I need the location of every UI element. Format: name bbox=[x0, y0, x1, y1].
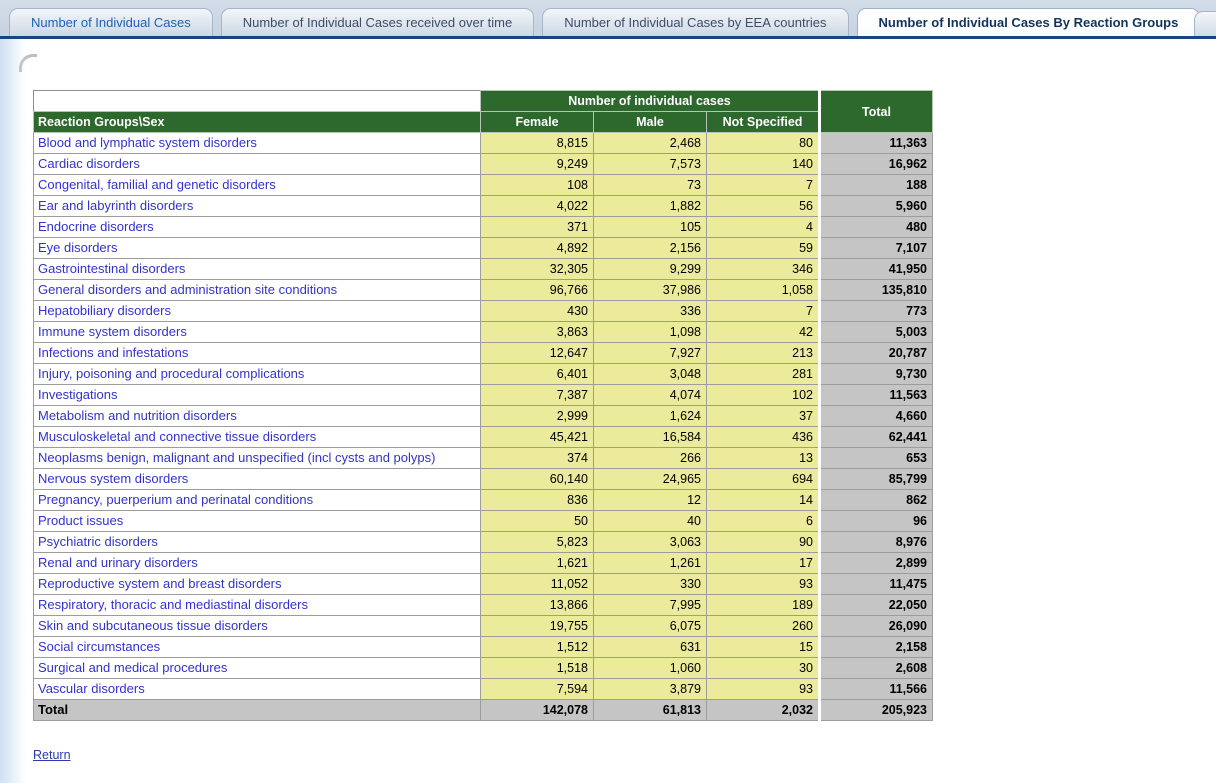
male-count: 330 bbox=[594, 574, 707, 595]
table-header bbox=[34, 91, 933, 133]
not-specified-count: 90 bbox=[707, 532, 820, 553]
row-total-count: 96 bbox=[820, 511, 933, 532]
reaction-group-label[interactable]: Ear and labyrinth disorders bbox=[34, 196, 481, 217]
table-row bbox=[34, 553, 933, 574]
table-row bbox=[34, 637, 933, 658]
row-total-count: 653 bbox=[820, 448, 933, 469]
row-total-count: 22,050 bbox=[820, 595, 933, 616]
reaction-group-label[interactable]: Eye disorders bbox=[34, 238, 481, 259]
male-count: 1,882 bbox=[594, 196, 707, 217]
column-header-total: Total bbox=[820, 91, 933, 133]
male-count: 2,156 bbox=[594, 238, 707, 259]
male-count: 7,573 bbox=[594, 154, 707, 175]
tab-cases-received-over-time[interactable]: Number of Individual Cases received over time bbox=[221, 8, 535, 36]
reaction-group-label[interactable]: Metabolism and nutrition disorders bbox=[34, 406, 481, 427]
tab-cases-by-eea-countries[interactable]: Number of Individual Cases by EEA countries bbox=[542, 8, 848, 36]
not-specified-count: 30 bbox=[707, 658, 820, 679]
female-count: 108 bbox=[481, 175, 594, 196]
not-specified-count: 281 bbox=[707, 364, 820, 385]
reaction-group-label[interactable]: Blood and lymphatic system disorders bbox=[34, 133, 481, 154]
male-count: 37,986 bbox=[594, 280, 707, 301]
male-count: 105 bbox=[594, 217, 707, 238]
female-count: 19,755 bbox=[481, 616, 594, 637]
row-total-count: 11,475 bbox=[820, 574, 933, 595]
female-count: 45,421 bbox=[481, 427, 594, 448]
row-total-count: 480 bbox=[820, 217, 933, 238]
table-row bbox=[34, 658, 933, 679]
female-count: 5,823 bbox=[481, 532, 594, 553]
male-count: 266 bbox=[594, 448, 707, 469]
row-total-count: 2,608 bbox=[820, 658, 933, 679]
reaction-group-label[interactable]: General disorders and administration site conditions bbox=[34, 280, 481, 301]
row-total-count: 26,090 bbox=[820, 616, 933, 637]
table-row bbox=[34, 511, 933, 532]
total-not-specified-count: 2,032 bbox=[707, 700, 820, 721]
row-total-count: 5,960 bbox=[820, 196, 933, 217]
not-specified-count: 13 bbox=[707, 448, 820, 469]
table-row bbox=[34, 196, 933, 217]
female-count: 430 bbox=[481, 301, 594, 322]
male-count: 4,074 bbox=[594, 385, 707, 406]
row-total-count: 11,363 bbox=[820, 133, 933, 154]
male-count: 3,879 bbox=[594, 679, 707, 700]
table-row bbox=[34, 679, 933, 700]
table-row bbox=[34, 133, 933, 154]
row-total-count: 62,441 bbox=[820, 427, 933, 448]
male-count: 16,584 bbox=[594, 427, 707, 448]
reaction-group-label[interactable]: Social circumstances bbox=[34, 637, 481, 658]
male-count: 1,098 bbox=[594, 322, 707, 343]
table-row bbox=[34, 406, 933, 427]
reaction-group-label[interactable]: Investigations bbox=[34, 385, 481, 406]
tab-strip bbox=[9, 8, 1200, 36]
female-count: 60,140 bbox=[481, 469, 594, 490]
male-count: 73 bbox=[594, 175, 707, 196]
not-specified-count: 93 bbox=[707, 679, 820, 700]
male-count: 3,048 bbox=[594, 364, 707, 385]
reaction-groups-table bbox=[33, 90, 933, 721]
not-specified-count: 7 bbox=[707, 175, 820, 196]
row-total-count: 7,107 bbox=[820, 238, 933, 259]
not-specified-count: 17 bbox=[707, 553, 820, 574]
table-row bbox=[34, 574, 933, 595]
not-specified-count: 80 bbox=[707, 133, 820, 154]
female-count: 1,518 bbox=[481, 658, 594, 679]
male-count: 6,075 bbox=[594, 616, 707, 637]
not-specified-count: 102 bbox=[707, 385, 820, 406]
column-header-male: Male bbox=[594, 112, 707, 133]
female-count: 7,387 bbox=[481, 385, 594, 406]
male-count: 2,468 bbox=[594, 133, 707, 154]
table-row bbox=[34, 490, 933, 511]
column-header-not-specified: Not Specified bbox=[707, 112, 820, 133]
row-total-count: 8,976 bbox=[820, 532, 933, 553]
not-specified-count: 42 bbox=[707, 322, 820, 343]
reaction-group-label[interactable]: Product issues bbox=[34, 511, 481, 532]
reaction-group-label[interactable]: Surgical and medical procedures bbox=[34, 658, 481, 679]
reaction-group-label[interactable]: Immune system disorders bbox=[34, 322, 481, 343]
female-count: 9,249 bbox=[481, 154, 594, 175]
female-count: 374 bbox=[481, 448, 594, 469]
female-count: 836 bbox=[481, 490, 594, 511]
female-count: 50 bbox=[481, 511, 594, 532]
row-total-count: 11,563 bbox=[820, 385, 933, 406]
male-count: 1,261 bbox=[594, 553, 707, 574]
reaction-group-label[interactable]: Skin and subcutaneous tissue disorders bbox=[34, 616, 481, 637]
not-specified-count: 37 bbox=[707, 406, 820, 427]
tab-cases-by-reaction-groups[interactable]: Number of Individual Cases By Reaction Groups bbox=[857, 8, 1201, 36]
male-count: 1,624 bbox=[594, 406, 707, 427]
reaction-group-label[interactable]: Gastrointestinal disorders bbox=[34, 259, 481, 280]
table-row bbox=[34, 322, 933, 343]
reaction-group-label[interactable]: Infections and infestations bbox=[34, 343, 481, 364]
female-count: 12,647 bbox=[481, 343, 594, 364]
not-specified-count: 260 bbox=[707, 616, 820, 637]
not-specified-count: 93 bbox=[707, 574, 820, 595]
not-specified-count: 6 bbox=[707, 511, 820, 532]
total-male-count: 61,813 bbox=[594, 700, 707, 721]
male-count: 1,060 bbox=[594, 658, 707, 679]
female-count: 3,863 bbox=[481, 322, 594, 343]
table-row bbox=[34, 238, 933, 259]
table-row bbox=[34, 154, 933, 175]
reaction-group-label[interactable]: Neoplasms benign, malignant and unspecified (incl cysts and polyps) bbox=[34, 448, 481, 469]
column-header-female: Female bbox=[481, 112, 594, 133]
reaction-group-label[interactable]: Nervous system disorders bbox=[34, 469, 481, 490]
table-body bbox=[34, 133, 933, 700]
male-count: 3,063 bbox=[594, 532, 707, 553]
female-count: 1,621 bbox=[481, 553, 594, 574]
reaction-group-label[interactable]: Respiratory, thoracic and mediastinal disorders bbox=[34, 595, 481, 616]
female-count: 2,999 bbox=[481, 406, 594, 427]
reaction-group-label[interactable]: Musculoskeletal and connective tissue disorders bbox=[34, 427, 481, 448]
row-total-count: 4,660 bbox=[820, 406, 933, 427]
male-count: 9,299 bbox=[594, 259, 707, 280]
not-specified-count: 7 bbox=[707, 301, 820, 322]
not-specified-count: 189 bbox=[707, 595, 820, 616]
tab-number-of-individual-cases[interactable]: Number of Individual Cases bbox=[9, 8, 213, 36]
total-row-label: Total bbox=[34, 700, 481, 721]
female-count: 371 bbox=[481, 217, 594, 238]
female-count: 96,766 bbox=[481, 280, 594, 301]
row-total-count: 862 bbox=[820, 490, 933, 511]
table-row bbox=[34, 469, 933, 490]
not-specified-count: 436 bbox=[707, 427, 820, 448]
table-row bbox=[34, 385, 933, 406]
table-row bbox=[34, 532, 933, 553]
row-total-count: 41,950 bbox=[820, 259, 933, 280]
reaction-group-label[interactable]: Reproductive system and breast disorders bbox=[34, 574, 481, 595]
reaction-group-label[interactable]: Vascular disorders bbox=[34, 679, 481, 700]
reaction-group-label[interactable]: Pregnancy, puerperium and perinatal conditions bbox=[34, 490, 481, 511]
table-total-row bbox=[34, 700, 933, 721]
reaction-group-label[interactable]: Congenital, familial and genetic disorders bbox=[34, 175, 481, 196]
table-row bbox=[34, 280, 933, 301]
row-total-count: 85,799 bbox=[820, 469, 933, 490]
male-count: 12 bbox=[594, 490, 707, 511]
female-count: 1,512 bbox=[481, 637, 594, 658]
group-header-number-of-individual-cases: Number of individual cases bbox=[481, 91, 820, 112]
row-header-reaction-groups-sex: Reaction Groups\Sex bbox=[34, 112, 481, 133]
row-total-count: 11,566 bbox=[820, 679, 933, 700]
table-row bbox=[34, 217, 933, 238]
row-total-count: 20,787 bbox=[820, 343, 933, 364]
not-specified-count: 15 bbox=[707, 637, 820, 658]
female-count: 4,892 bbox=[481, 238, 594, 259]
tab-bar bbox=[0, 0, 1216, 39]
male-count: 40 bbox=[594, 511, 707, 532]
row-total-count: 5,003 bbox=[820, 322, 933, 343]
female-count: 11,052 bbox=[481, 574, 594, 595]
row-total-count: 16,962 bbox=[820, 154, 933, 175]
not-specified-count: 59 bbox=[707, 238, 820, 259]
table-row bbox=[34, 616, 933, 637]
table-row bbox=[34, 448, 933, 469]
not-specified-count: 694 bbox=[707, 469, 820, 490]
tabbar-underline bbox=[0, 36, 1216, 39]
table-row bbox=[34, 595, 933, 616]
reaction-group-label[interactable]: Injury, poisoning and procedural complications bbox=[34, 364, 481, 385]
table-row bbox=[34, 301, 933, 322]
row-total-count: 135,810 bbox=[820, 280, 933, 301]
female-count: 4,022 bbox=[481, 196, 594, 217]
not-specified-count: 213 bbox=[707, 343, 820, 364]
female-count: 6,401 bbox=[481, 364, 594, 385]
not-specified-count: 14 bbox=[707, 490, 820, 511]
return-link[interactable]: Return bbox=[33, 748, 71, 762]
reaction-group-label[interactable]: Renal and urinary disorders bbox=[34, 553, 481, 574]
reaction-group-label[interactable]: Psychiatric disorders bbox=[34, 532, 481, 553]
not-specified-count: 140 bbox=[707, 154, 820, 175]
female-count: 7,594 bbox=[481, 679, 594, 700]
male-count: 631 bbox=[594, 637, 707, 658]
not-specified-count: 346 bbox=[707, 259, 820, 280]
table-row bbox=[34, 364, 933, 385]
not-specified-count: 1,058 bbox=[707, 280, 820, 301]
female-count: 32,305 bbox=[481, 259, 594, 280]
row-total-count: 188 bbox=[820, 175, 933, 196]
grand-total-count: 205,923 bbox=[820, 700, 933, 721]
male-count: 7,927 bbox=[594, 343, 707, 364]
total-female-count: 142,078 bbox=[481, 700, 594, 721]
female-count: 8,815 bbox=[481, 133, 594, 154]
tab-partial-next[interactable] bbox=[1194, 11, 1216, 39]
row-total-count: 773 bbox=[820, 301, 933, 322]
reaction-group-label[interactable]: Endocrine disorders bbox=[34, 217, 481, 238]
male-count: 24,965 bbox=[594, 469, 707, 490]
row-total-count: 9,730 bbox=[820, 364, 933, 385]
not-specified-count: 56 bbox=[707, 196, 820, 217]
row-total-count: 2,158 bbox=[820, 637, 933, 658]
empty-header-cell bbox=[34, 91, 481, 112]
reaction-group-label[interactable]: Hepatobiliary disorders bbox=[34, 301, 481, 322]
left-margin-strip bbox=[0, 39, 26, 783]
female-count: 13,866 bbox=[481, 595, 594, 616]
table-row bbox=[34, 259, 933, 280]
table-row bbox=[34, 427, 933, 448]
table-row bbox=[34, 175, 933, 196]
male-count: 7,995 bbox=[594, 595, 707, 616]
row-total-count: 2,899 bbox=[820, 553, 933, 574]
male-count: 336 bbox=[594, 301, 707, 322]
table-row bbox=[34, 343, 933, 364]
reaction-group-label[interactable]: Cardiac disorders bbox=[34, 154, 481, 175]
not-specified-count: 4 bbox=[707, 217, 820, 238]
